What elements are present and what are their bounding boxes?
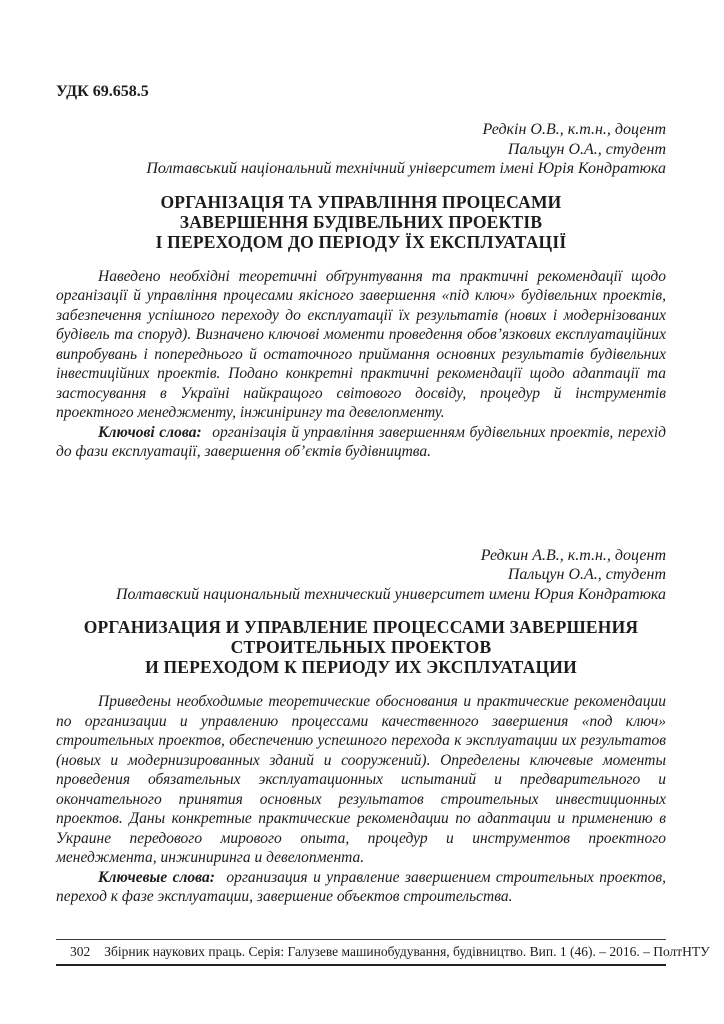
keywords-ua xyxy=(56,423,666,462)
title-line: ОРГАНІЗАЦІЯ ТА УПРАВЛІННЯ ПРОЦЕСАМИ xyxy=(160,191,562,212)
page-number: 302 xyxy=(70,944,91,959)
keywords-label: Ключевые слова: xyxy=(98,868,215,886)
author-line: Пальцун О.А., студент xyxy=(507,566,666,583)
abstract-ru: Приведены необходимые теоретические обоснования и практические рекомендации по организации и управлению процессами качественного завершения «под ключ» строительных проектов, обеспечению успешного перехода к эксплуатации их результатов (новых и модернизированных зданий и сооружений). Определены ключевые моменты проведения обязательных эксплуатационных испытаний и предварительного и окончательного принятия основных результатов строительных инвестиционных проектов. Даны конкретные практические рекомендации по адаптации и применению в Украине передового мирового опыта, процедур и инструментов проектного менеджмента, инжиниринга и девелопмента. xyxy=(56,693,666,866)
section-ukrainian xyxy=(56,120,666,462)
journal-line: Збірник наукових праць. Серія: Галузеве машинобудування, будівництво. Вип. 1 (46). – 2016. – ПолтНТУ xyxy=(104,944,710,959)
keywords-text: организация и управление завершением строительных проектов, переход к фазе эксплуатации, завершение объектов строительства. xyxy=(56,868,666,905)
authors-block-ua xyxy=(56,120,666,179)
author-line: Пальцун О.А., студент xyxy=(507,140,666,158)
article-title-ru xyxy=(56,617,666,677)
author-line: Редкин А.В., к.т.н., доцент xyxy=(480,546,666,564)
title-line: І ПЕРЕХОДОМ ДО ПЕРІОДУ ЇХ ЕКСПЛУАТАЦІЇ xyxy=(155,231,567,252)
section-russian xyxy=(56,546,666,907)
author-line: Редкін О.В., к.т.н., доцент xyxy=(482,121,666,138)
authors-block-ru xyxy=(56,546,666,605)
keywords-ru xyxy=(56,868,666,907)
page-footer xyxy=(56,939,710,966)
affiliation-line: Полтавский национальный технический университет имени Юрия Кондратюка xyxy=(115,585,666,603)
affiliation-line: Полтавський національний технічний університет імені Юрія Кондратюка xyxy=(146,160,666,177)
keywords-text: організація й управління завершенням будівельних проектів, перехід до фази експлуатації, завершення об’єктів будівництва. xyxy=(56,423,666,460)
title-line: ОРГАНИЗАЦИЯ И УПРАВЛЕНИЕ ПРОЦЕССАМИ ЗАВЕРШЕНИЯ xyxy=(83,617,639,637)
keywords-label: Ключові слова: xyxy=(98,423,202,441)
article-title-ua xyxy=(56,192,666,252)
abstract-ua: Наведено необхідні теоретичні обґрунтування та практичні рекомендації щодо організації й управління процесами якісного завершення «під ключ» будівельних проектів, забезпечення успішного переходу до експлуатації їх результатів (нових і модернізованих будівель та споруд). Визначено ключові моменти проведення обов’язкових експлуатаційних випробувань і попереднього й остаточного приймання основних результатів будівельних інвестиційних проектів. Подано конкретні практичні рекомендації щодо адаптації та застосування в Україні найкращого світового досвіду, процедур й інструментів проектного менеджменту, інжинірингу та девелопменту. xyxy=(56,267,666,421)
title-line: ЗАВЕРШЕННЯ БУДІВЕЛЬНИХ ПРОЕКТІВ xyxy=(179,211,543,232)
udc-code: УДК 69.658.5 xyxy=(56,83,149,100)
title-line: И ПЕРЕХОДОМ К ПЕРИОДУ ИХ ЭКСПЛУАТАЦИИ xyxy=(145,657,577,677)
title-line: СТРОИТЕЛЬНЫХ ПРОЕКТОВ xyxy=(230,637,492,657)
